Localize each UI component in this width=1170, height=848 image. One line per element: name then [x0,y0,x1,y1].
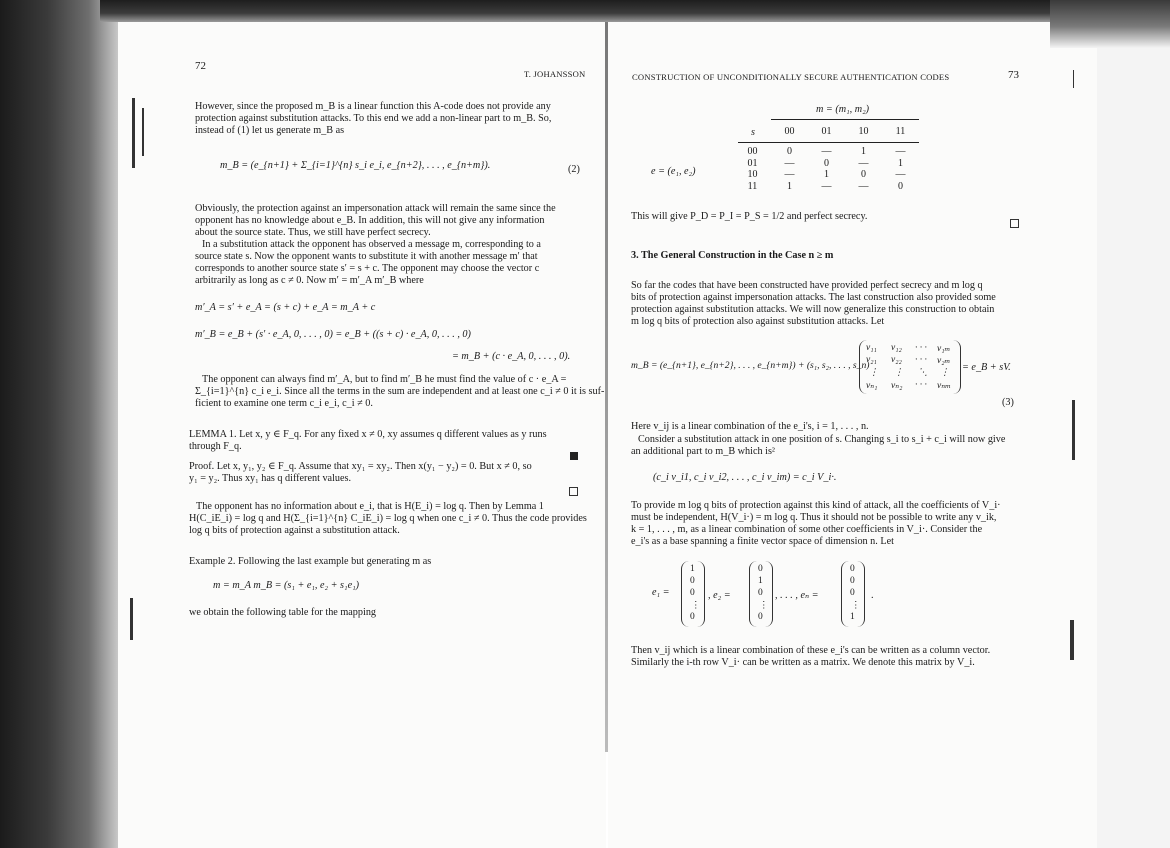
table-col-header: 10 [858,126,869,138]
left-para2-line: Obviously, the protection against an impersonation attack will remain the same since the [195,203,556,214]
mapping-table-body [734,146,919,192]
left-para2-line: arbitrarily as long as c ≠ 0. Now m′ = m′_A m′_B where [195,275,424,286]
matrix-cell: v₂₂ [891,355,902,365]
matrix-cell: v₂ₘ [937,356,951,366]
table-row [734,158,919,170]
equation-example: m = m_A m_B = (s₁ + e₁, e₂ + s₁e₁) [213,580,360,591]
left-para2-line: about the source state. Thus, we still have perfect secrecy. [195,227,431,238]
table-corner: s [751,127,755,138]
equation-mb-1: m′_B = e_B + (s′ · e_A, 0, . . . , 0) = e_B + ((s + c) · e_A, 0, . . . , 0) [195,329,471,340]
right-para3-line: must be independent, H(V_i·) = m log q. Thus it should not be possible to write any v_ik, [631,512,997,523]
table-row-key: 00 [747,146,758,158]
vector-entry: 1 [690,564,695,574]
table-cell: — [858,157,869,169]
example-2-line: Example 2. Following the last example but generating m as [189,556,432,567]
table-cell: 0 [898,180,903,192]
running-head-right: CONSTRUCTION OF UNCONDITIONALLY SECURE AUTHENTICATION CODES [632,72,950,82]
vector-entry: 1 [850,612,855,622]
proof-line: Proof. Let x, y₁, y₂ ∈ F_q. Assume that xy₁ = xy₂. Then x(y₁ − y₂) = 0. But x ≠ 0, so [189,461,532,472]
basis-en-label: , . . . , eₙ = [775,590,819,601]
matrix-cell: v₁₂ [891,343,902,353]
right-para2-line: Consider a substitution attack in one position of s. Changing s_i to s_i + c_i will now give [638,434,1006,445]
right-para4-line: Similarly the i-th row V_i· can be written as a matrix. We denote this matrix by V_i. [631,657,975,668]
proof-line: y₁ = y₂. Thus xy₁ has q different values. [189,473,352,484]
vector-entry: 0 [850,576,855,586]
vector-entry: ⋮ [851,601,861,611]
left-para4-line: The opponent has no information about e_i, that is H(E_i) = log q. Then by Lemma 1 [196,501,544,512]
left-para4-line: log q bits of protection against a substitution attack. [189,525,400,536]
left-para1-line: instead of (1) let us generate m_B as [195,125,345,136]
scan-mark [1072,400,1075,460]
right-para2-line: Here v_ij is a linear combination of the e_i's, i = 1, . . . , n. [631,421,869,432]
table-cell: — [784,157,795,169]
right-para4-line: Then v_ij which is a linear combination of these e_i's can be written as a column vector. [631,645,991,656]
matrix-cell: ⋮ [940,368,950,378]
table-cell: — [858,180,869,192]
vector-entry: 0 [850,564,855,574]
end-of-lemma-icon [570,446,578,464]
matrix-cell: v₂₁ [866,355,877,365]
left-para1-line: However, since the proposed m_B is a linear function this A-code does not provide any [195,101,551,112]
scan-mark [1073,70,1074,88]
table-cell: 0 [824,157,829,169]
scan-shadow-left [0,0,118,848]
matrix-cell: vₙₘ [937,381,951,391]
table-cell: 1 [787,180,792,192]
book-gutter [605,22,608,752]
table-cell: — [784,169,795,181]
section-title: 3. The General Construction in the Case n ≥ m [631,250,834,261]
scan-mark [130,598,133,640]
table-row-key: 01 [747,157,758,169]
vector-entry: 0 [690,612,695,622]
table-cell: — [895,146,906,158]
matrix-cell: v₁₁ [866,343,877,353]
equation-2-label: (2) [568,164,580,175]
left-para5-line: we obtain the following table for the mapping [189,607,377,618]
right-para1-line: bits of protection against impersonation attacks. The last construction also provided some [631,292,996,303]
table-row [734,169,919,181]
table-row-key: 10 [747,169,758,181]
left-para3-line: Σ_{i=1}^{n} c_i e_i. Since all the terms in the sum are independent and at least one c_i ≠ 0 it is suf- [195,386,605,397]
scan-shadow-top [100,0,1100,22]
equation-ci: (c_i v_i1, c_i v_i2, . . . , c_i v_im) = c_i V_i·. [653,472,837,483]
vector-entry: ⋮ [691,601,701,611]
scan-mark [142,108,144,156]
right-para3-line: To provide m log q bits of protection against this kind of attack, all the coefficients of V_i· [631,500,1001,511]
basis-e2-label: , e₂ = [708,590,731,601]
vector-entry: 0 [758,564,763,574]
right-para1-line: protection against substitution attacks. We will now generalize this construction to obtain [631,304,995,315]
vector-entry: 0 [850,588,855,598]
table-row-label: e = (e₁, e₂) [651,166,696,177]
table-cell: — [821,146,832,158]
matrix-cell: · · · [915,380,927,390]
vector-entry: ⋮ [759,601,769,611]
right-para3-line: e_i's as a base spanning a finite vector space of dimension n. Let [631,536,894,547]
matrix-cell: vₙ₂ [891,381,903,391]
left-para3-line: The opponent can always find m′_A, but to find m′_B he must find the value of c · e_A = [202,374,567,385]
left-para2-line: corresponds to another source state s′ = s + c. The opponent may choose the vector c [195,263,540,274]
vector-entry: 0 [758,612,763,622]
equation-ma: m′_A = s′ + e_A = (s + c) + e_A = m_A + c [195,302,376,313]
scan-mark [132,98,135,168]
table-row [734,181,919,193]
equation-3-label: (3) [1002,397,1014,408]
vector-entry: 0 [690,588,695,598]
table-top-header: m = (m₁, m₂) [816,104,870,115]
scan-edge-right [1097,0,1170,848]
table-col-header: 11 [895,126,906,138]
equation-3-lhs: m_B = (e_{n+1}, e_{n+2}, . . . , e_{n+m}) + (s₁, s₂, . . . , s_n) [631,360,870,371]
table-cell: — [895,169,906,181]
matrix-cell: ⋱ [918,368,928,378]
table-cell: 1 [861,146,866,158]
scan-shadow-top-right [1050,0,1170,48]
scan-mark [1070,620,1074,660]
table-cell: 0 [787,146,792,158]
basis-end: . [871,590,874,601]
left-para2-line: source state s. Now the opponent wants to substitute it with another message m′ that [195,251,538,262]
left-para2-line: In a substitution attack the opponent has observed a message m, corresponding to a [202,239,541,250]
right-para3-line: k = 1, . . . , m, as a linear combination of some other coefficients in V_i·. Consider the [631,524,983,535]
left-para3-line: ficient to examine one term c_i e_i, c_i ≠ 0. [195,398,373,409]
qed-icon [569,482,578,500]
matrix-cell: vₙ₁ [866,381,878,391]
matrix-cell: ⋮ [894,368,904,378]
table-cell: 1 [824,169,829,181]
table-col-header: 01 [821,126,832,138]
page-number-right: 73 [1008,69,1019,81]
matrix-cell: ⋮ [869,368,879,378]
table-cell: 0 [861,169,866,181]
mapping-table-header [771,126,919,138]
qed-icon [1010,214,1019,232]
vector-entry: 1 [758,576,763,586]
table-row [734,146,919,158]
table-cell: — [821,180,832,192]
left-para1-line: protection against substitution attacks. To this end we add a non-linear part to m_B. So, [195,113,552,124]
vector-entry: 0 [690,576,695,586]
table-header-rule [738,142,919,143]
equation-mb-2: = m_B + (c · e_A, 0, . . . , 0). [452,351,571,362]
right-para1-line: So far the codes that have been constructed have provided perfect secrecy and m log q [631,280,983,291]
table-cell: 1 [898,157,903,169]
basis-e1-label: e₁ = [652,587,670,598]
lemma-line: through F_q. [189,441,242,452]
matrix-cell: v₁ₘ [937,344,951,354]
secrecy-line: This will give P_D = P_I = P_S = 1/2 and perfect secrecy. [631,211,868,222]
table-row-key: 11 [747,180,758,192]
left-para4-line: H(C_iE_i) = log q and H(Σ_{i=1}^{n} C_iE_i) = log q when one c_i ≠ 0. Thus the code provides [189,513,587,524]
right-para2-line: an additional part to m_B which is² [631,446,775,457]
lemma-line: LEMMA 1. Let x, y ∈ F_q. For any fixed x ≠ 0, xy assumes q different values as y runs [189,429,547,440]
vector-entry: 0 [758,588,763,598]
page-number-left: 72 [195,60,206,72]
matrix-cell: · · · [915,355,927,365]
running-head-left: T. JOHANSSON [524,69,586,79]
equation-2: m_B = (e_{n+1} + Σ_{i=1}^{n} s_i e_i, e_{n+2}, . . . , e_{n+m}). [220,160,491,171]
table-top-rule [771,119,919,120]
matrix-cell: · · · [915,343,927,353]
equation-3-rhs: = e_B + sV. [962,362,1011,373]
table-col-header: 00 [784,126,795,138]
right-para1-line: m log q bits of protection also against substitution attacks. Let [631,316,885,327]
left-para2-line: opponent has no knowledge about e_B. In addition, this will not give any information [195,215,545,226]
